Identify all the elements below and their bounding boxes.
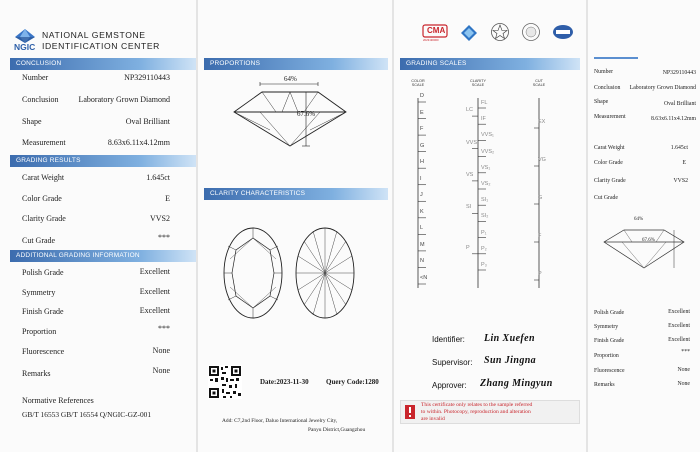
cma-number: 2023190000 [423, 38, 439, 42]
cut-label: Cut Grade [22, 236, 56, 245]
org-name-line1: NATIONAL GEMSTONE [42, 30, 146, 40]
diagram-panel [198, 0, 392, 452]
table-percent: 64% [284, 75, 297, 83]
org-abbr: NGIC [14, 42, 36, 52]
approver-signature: Zhang Mingyun [480, 378, 553, 389]
proportion-diagram [220, 80, 360, 152]
color-scale-label: K [420, 208, 424, 215]
card-clarity-label: Clarity Grade [594, 178, 626, 184]
cma-text: CMA [427, 26, 446, 35]
card-proportion-label: Proportion [594, 353, 619, 359]
cut-scale-label: EX [538, 119, 546, 125]
card-fluorescence-value: None [677, 367, 690, 373]
card-measurement-value: 8.63x6.11x4.12mm [650, 116, 696, 122]
section-additional: ADDITIONAL GRADING INFORMATION [10, 250, 196, 262]
conclusion-label: Conclusion [22, 95, 59, 104]
cut-scale-head: CUT SCALE [532, 79, 546, 87]
color-value: E [165, 194, 170, 203]
card-carat-value: 1.645ct [670, 145, 688, 151]
clarity-plot-crown [222, 226, 284, 320]
address-line1: Add: C7,2nd Floor, Daluo International Jewelry City, [222, 418, 338, 424]
card-conclusion-label: Conclusion [594, 85, 621, 91]
cut-scale-label: P [538, 271, 542, 277]
clarity-plot-pavilion [294, 226, 356, 320]
cut-scale-label: VG [538, 157, 546, 163]
conclusion-value: Laboratory Grown Diamond [78, 95, 170, 104]
clarity-group-label: VVS [466, 139, 478, 146]
clarity-grade-label: P₂ [481, 245, 487, 252]
shape-value: Oval Brilliant [125, 117, 170, 126]
fluorescence-label: Fluorescence [22, 347, 65, 356]
cut-value: *** [158, 233, 170, 242]
clarity-group-label: P [466, 244, 470, 251]
finish-label: Finish Grade [22, 307, 64, 316]
remarks-label: Remarks [22, 369, 51, 378]
card-color-label: Color Grade [594, 160, 623, 166]
clarity-grade-label: FL [481, 100, 488, 106]
card-shape-label: Shape [594, 99, 609, 105]
card-remarks-value: None [677, 381, 690, 387]
color-scale-label: N [420, 258, 424, 265]
card-fluorescence-label: Fluorescence [594, 368, 625, 374]
qr-code-icon [208, 365, 242, 399]
card-number-label: Number [594, 69, 613, 75]
number-label: Number [22, 73, 49, 82]
card-remarks-label: Remarks [594, 382, 615, 388]
clarity-group-label: LC [466, 107, 474, 114]
card-shape-value: Oval Brilliant [663, 101, 696, 107]
normative-value: GB/T 16553 GB/T 16554 Q/NGIC-GZ-001 [22, 410, 152, 419]
section-clarity: CLARITY CHARACTERISTICS [204, 188, 388, 200]
color-scale-label: <N [420, 275, 428, 281]
shape-label: Shape [22, 117, 42, 126]
clarity-scale-head: CLARITY SCALE [469, 79, 487, 87]
number-value: NP329110443 [124, 73, 170, 82]
card-number-value: NP329110443 [662, 70, 696, 76]
card-conclusion-value: Laboratory Grown Diamond [629, 85, 696, 91]
date-value: Date:2023-11-30 [260, 378, 309, 386]
clarity-grade-label: P₃ [481, 262, 487, 268]
cut-scale-label: F [538, 233, 542, 239]
measurement-value: 8.63x6.11x4.12mm [107, 138, 170, 147]
card-color-value: E [682, 160, 686, 166]
measurement-label: Measurement [22, 138, 66, 147]
notice-box [400, 400, 580, 424]
supervisor-signature: Sun Jingna [484, 355, 537, 366]
approver-label: Approver: [432, 381, 467, 390]
depth-percent: 67.6% [297, 110, 316, 118]
color-scale-label: L [420, 225, 424, 232]
card-cut-label: Cut Grade [594, 195, 618, 201]
address-line2: Panyu District,Guangzhou [308, 427, 366, 433]
color-scale-label: E [420, 109, 424, 116]
color-scale-label: I [420, 175, 422, 182]
notice-line3: are invalid [421, 416, 445, 422]
symmetry-label: Symmetry [22, 288, 56, 297]
report-main-panel [0, 0, 196, 452]
clarity-grade-label: SI₁ [481, 197, 489, 204]
fluorescence-value: None [152, 346, 170, 355]
clarity-grade-label: P₁ [481, 229, 487, 236]
section-grading-scales: GRADING SCALES [400, 58, 580, 70]
card-table-percent: 64% [634, 217, 644, 222]
clarity-grade-label: SI₂ [481, 213, 489, 220]
carat-label: Carat Weight [22, 173, 65, 182]
card-proportion-value: *** [681, 349, 690, 355]
summary-card-panel [588, 0, 700, 452]
scales-panel [394, 0, 586, 452]
card-proportion-diagram [596, 222, 692, 270]
clarity-value: VVS2 [149, 214, 170, 223]
remarks-value: None [152, 366, 170, 375]
color-scale-label: M [420, 241, 425, 248]
color-scale-label: F [420, 126, 424, 133]
card-symmetry-label: Symmetry [594, 324, 619, 330]
warning-icon [405, 405, 415, 419]
query-code: Query Code:1280 [326, 378, 379, 386]
card-carat-label: Carat Weight [594, 145, 625, 151]
identifier-label: Identifier: [432, 335, 465, 344]
notice-line2: to within. Photocopy, reproduction and alteration [421, 409, 531, 415]
color-scale-label: H [420, 159, 424, 166]
card-symmetry-value: Excellent [668, 323, 690, 329]
clarity-grade-label: VVS₂ [481, 148, 495, 155]
symmetry-value: Excellent [139, 287, 170, 296]
summary-accent-bar [594, 57, 638, 59]
card-polish-value: Excellent [668, 309, 690, 315]
clarity-grade-label: IF [481, 116, 486, 123]
clarity-label: Clarity Grade [22, 214, 66, 223]
color-label: Color Grade [22, 194, 62, 203]
card-finish-label: Finish Grade [594, 338, 625, 344]
card-measurement-label: Measurement [594, 114, 626, 120]
section-conclusion: CONCLUSION [10, 58, 196, 70]
color-scale-label: G [420, 142, 425, 149]
section-proportions: PROPORTIONS [204, 58, 388, 70]
card-clarity-value: VVS2 [673, 178, 688, 184]
clarity-grade-label: VS₁ [481, 164, 491, 171]
identifier-signature: Lin Xuefen [484, 333, 535, 344]
clarity-group-label: SI [466, 204, 472, 211]
section-grading-results: GRADING RESULTS [10, 155, 196, 167]
org-name-line2: IDENTIFICATION CENTER [42, 41, 160, 51]
notice-line1: This certificate only relates to the sample referred [421, 402, 533, 408]
supervisor-label: Supervisor: [432, 358, 473, 367]
polish-value: Excellent [139, 267, 170, 276]
card-polish-label: Polish Grade [594, 310, 625, 316]
cut-scale-label: G [538, 195, 543, 201]
proportion-label: Proportion [22, 327, 57, 336]
clarity-grade-label: VS₂ [481, 181, 491, 187]
color-scale-head: COLOR SCALE [411, 79, 425, 87]
polish-label: Polish Grade [22, 268, 64, 277]
clarity-group-label: VS [466, 171, 474, 178]
color-scale-label: J [420, 192, 423, 199]
finish-value: Excellent [139, 306, 170, 315]
carat-value: 1.645ct [146, 173, 170, 182]
color-scale-label: D [420, 93, 424, 99]
proportion-value: *** [158, 324, 170, 333]
card-finish-value: Excellent [668, 337, 690, 343]
normative-label: Normative References [22, 396, 94, 405]
card-depth-percent: 67.6% [642, 238, 655, 243]
clarity-grade-label: VVS₁ [481, 132, 494, 139]
